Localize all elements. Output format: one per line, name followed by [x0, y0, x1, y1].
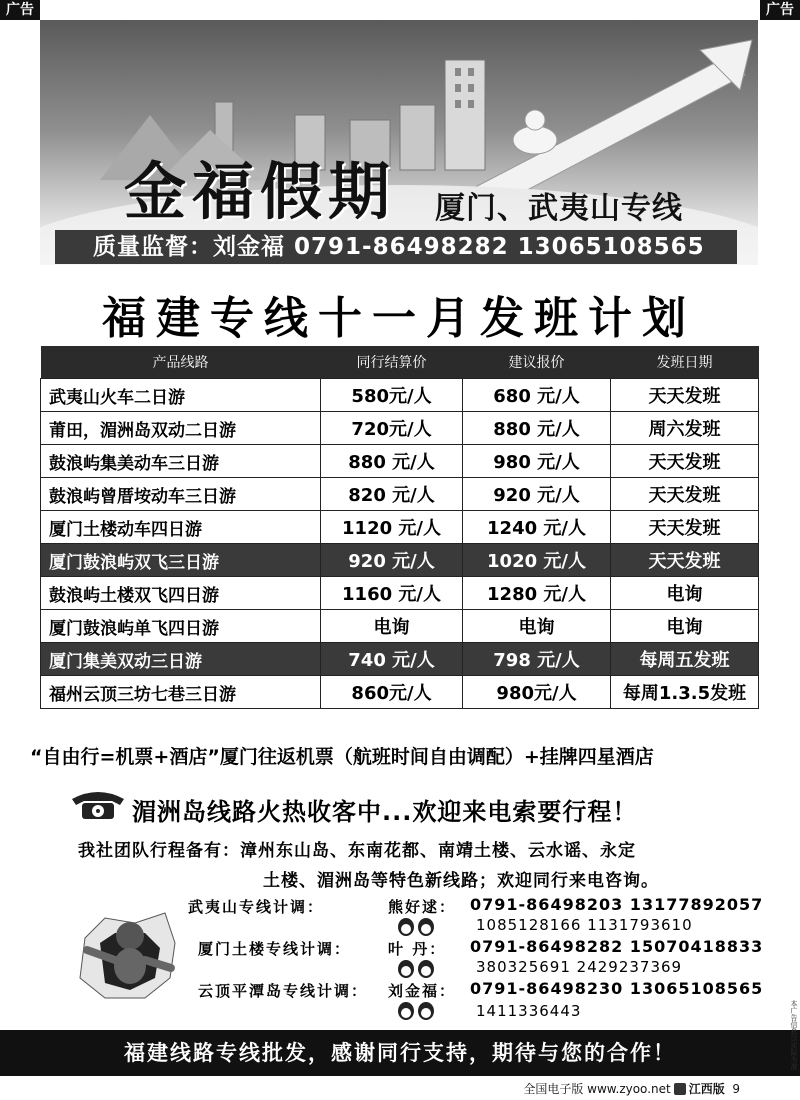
cell-departure-date: 每周1.3.5发班 — [611, 676, 759, 709]
cell-suggested-price: 电询 — [463, 610, 611, 643]
cell-peer-price: 720元/人 — [321, 412, 463, 445]
brand-title: 金福假期 — [123, 155, 396, 228]
table-row — [41, 445, 759, 478]
team-routes-line-1: 我社团队行程备有：漳州东山岛、东南花都、南靖土楼、云水谣、永定 — [78, 841, 636, 861]
cell-departure-date: 电询 — [611, 610, 759, 643]
cell-suggested-price: 980 元/人 — [463, 445, 611, 478]
cell-suggested-price: 980元/人 — [463, 676, 611, 709]
cell-departure-date: 天天发班 — [611, 544, 759, 577]
cell-peer-price: 920 元/人 — [321, 544, 463, 577]
contact-label-pingtan: 云顶平潭岛专线计调： — [198, 982, 369, 1000]
table-row — [41, 379, 759, 412]
cell-suggested-price: 798 元/人 — [463, 643, 611, 676]
contact-label-xiamen: 厦门土楼专线计调： — [198, 940, 352, 958]
cell-route: 武夷山火车二日游 — [41, 379, 321, 412]
plan-title: 福建专线十一月发班计划 — [102, 293, 696, 344]
cell-route: 鼓浪屿曾厝垵动车三日游 — [41, 478, 321, 511]
free-travel-line: “自由行=机票+酒店”厦门往返机票（航班时间自由调配）+挂牌四星酒店 — [30, 746, 654, 768]
quality-supervision-bar: 质量监督：刘金福 0791-86498282 13065108565 — [55, 230, 737, 264]
footer-page-number: 9 — [732, 1082, 740, 1096]
table-row — [41, 676, 759, 709]
contact-label-wuyishan: 武夷山专线计调： — [188, 898, 325, 916]
table-row — [41, 544, 759, 577]
contact-name-wuyishan: 熊好逑： — [388, 898, 457, 916]
cell-suggested-price: 680 元/人 — [463, 379, 611, 412]
cell-route: 厦门鼓浪屿双飞三日游 — [41, 544, 321, 577]
hero-banner — [40, 20, 758, 265]
cell-peer-price: 880 元/人 — [321, 445, 463, 478]
table-row — [41, 511, 759, 544]
header-departure-date: 发班日期 — [611, 346, 759, 379]
page-footer — [523, 1080, 740, 1097]
cell-peer-price: 1160 元/人 — [321, 577, 463, 610]
route-title: 厦门、武夷山专线 — [435, 191, 683, 226]
telephone-icon — [68, 785, 128, 821]
table-row — [41, 478, 759, 511]
contact-qq-xiamen: 380325691 2429237369 — [476, 958, 683, 976]
cell-departure-date: 周六发班 — [611, 412, 759, 445]
price-table — [40, 346, 759, 709]
cell-route: 鼓浪屿土楼双飞四日游 — [41, 577, 321, 610]
contact-qq-pingtan: 1411336443 — [476, 1002, 582, 1020]
qq-penguin-icon — [396, 958, 438, 978]
table-row — [41, 610, 759, 643]
cell-departure-date: 电询 — [611, 577, 759, 610]
cell-route: 厦门土楼动车四日游 — [41, 511, 321, 544]
cell-peer-price: 820 元/人 — [321, 478, 463, 511]
qq-penguin-icon — [396, 916, 438, 936]
table-row — [41, 643, 759, 676]
ad-tag-right: 广告 — [760, 0, 800, 20]
mascot-figure-icon — [75, 898, 180, 1008]
table-header-row — [41, 346, 759, 379]
side-note: 本广告信息以实际为准 — [790, 1000, 798, 1070]
table-row — [41, 577, 759, 610]
contact-phone-xiamen: 0791-86498282 15070418833 — [470, 937, 764, 956]
cell-route: 莆田，湄洲岛双动二日游 — [41, 412, 321, 445]
contact-name-xiamen: 叶 丹： — [388, 940, 447, 958]
header-route: 产品线路 — [41, 346, 321, 379]
team-routes-line-2: 土楼、湄洲岛等特色新线路；欢迎同行来电咨询。 — [263, 871, 659, 891]
cell-route: 鼓浪屿集美动车三日游 — [41, 445, 321, 478]
footer-site: 全国电子版 www.zyoo.net — [523, 1082, 671, 1096]
bottom-slogan-bar: 福建线路专线批发，感谢同行支持，期待与您的合作！ — [0, 1030, 800, 1076]
cell-peer-price: 1120 元/人 — [321, 511, 463, 544]
cell-peer-price: 电询 — [321, 610, 463, 643]
price-table-body — [41, 379, 759, 709]
edition-logo-icon — [674, 1083, 686, 1095]
cell-departure-date: 天天发班 — [611, 445, 759, 478]
cell-suggested-price: 1020 元/人 — [463, 544, 611, 577]
ad-tag-left: 广告 — [0, 0, 40, 20]
footer-edition: 江西版 — [688, 1082, 725, 1096]
qq-penguin-icon — [396, 1000, 438, 1020]
contact-qq-wuyishan: 1085128166 1131793610 — [476, 916, 693, 934]
cell-suggested-price: 1280 元/人 — [463, 577, 611, 610]
contact-name-pingtan: 刘金福： — [388, 982, 457, 1000]
meizhou-promo: 湄洲岛线路火热收客中...欢迎来电索要行程！ — [132, 798, 638, 826]
cell-departure-date: 天天发班 — [611, 511, 759, 544]
contact-phone-wuyishan: 0791-86498203 13177892057 — [470, 895, 764, 914]
cell-suggested-price: 880 元/人 — [463, 412, 611, 445]
cell-suggested-price: 920 元/人 — [463, 478, 611, 511]
cell-route: 厦门集美双动三日游 — [41, 643, 321, 676]
cell-route: 福州云顶三坊七巷三日游 — [41, 676, 321, 709]
cell-suggested-price: 1240 元/人 — [463, 511, 611, 544]
cell-route: 厦门鼓浪屿单飞四日游 — [41, 610, 321, 643]
header-suggested-price: 建议报价 — [463, 346, 611, 379]
cell-departure-date: 天天发班 — [611, 478, 759, 511]
cell-peer-price: 580元/人 — [321, 379, 463, 412]
header-peer-price: 同行结算价 — [321, 346, 463, 379]
cell-peer-price: 860元/人 — [321, 676, 463, 709]
cell-peer-price: 740 元/人 — [321, 643, 463, 676]
cell-departure-date: 每周五发班 — [611, 643, 759, 676]
contact-phone-pingtan: 0791-86498230 13065108565 — [470, 979, 764, 998]
cell-departure-date: 天天发班 — [611, 379, 759, 412]
table-row — [41, 412, 759, 445]
